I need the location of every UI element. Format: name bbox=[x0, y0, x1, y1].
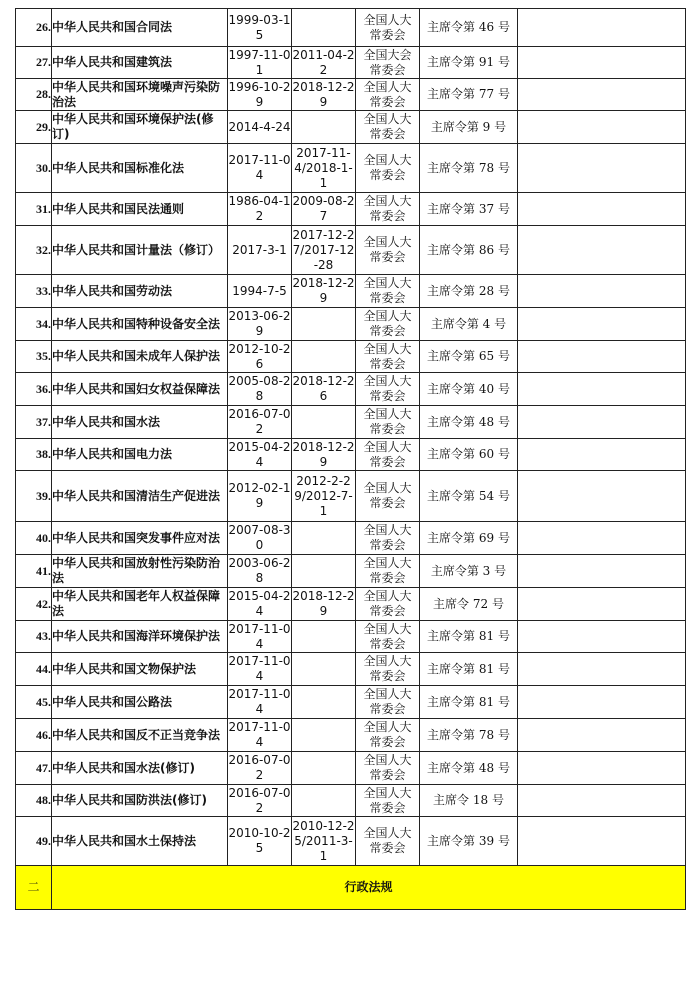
authority-line: 常委会 bbox=[369, 604, 406, 618]
law-name: 中华人民共和国水土保持法 bbox=[52, 817, 228, 866]
authority-line: 全国人大 bbox=[363, 341, 412, 356]
authority-line: 常委会 bbox=[369, 702, 406, 716]
effective-date bbox=[292, 406, 356, 439]
document-number: 主席令第 40 号 bbox=[420, 373, 518, 406]
issue-date: 2017-11-04 bbox=[228, 719, 292, 752]
effective-date bbox=[292, 522, 356, 555]
document-number: 主席令第 54 号 bbox=[420, 471, 518, 522]
row-number: 29. bbox=[16, 111, 52, 144]
law-name: 中华人民共和国民法通则 bbox=[52, 193, 228, 226]
document-number: 主席令第 69 号 bbox=[420, 522, 518, 555]
issuing-authority bbox=[356, 144, 420, 193]
issue-date: 2016-07-02 bbox=[228, 785, 291, 815]
table-row bbox=[16, 555, 686, 588]
remarks-cell bbox=[518, 144, 686, 193]
issue-date: 2016-07-02 bbox=[228, 406, 292, 439]
effective-date: 2011-04-22 bbox=[292, 47, 355, 77]
authority-line: 常委会 bbox=[369, 291, 406, 305]
authority-line: 全国人大 bbox=[363, 589, 412, 603]
authority-line: 全国人大 bbox=[363, 276, 412, 290]
row-number: 39. bbox=[16, 471, 52, 522]
issue-date: 2017-11-04 bbox=[228, 621, 291, 651]
law-name: 中华人民共和国反不正当竞争法 bbox=[52, 719, 228, 752]
row-number: 35. bbox=[16, 341, 52, 373]
authority-line: 全国人大 bbox=[363, 826, 412, 840]
table-row bbox=[16, 226, 686, 275]
law-name: 中华人民共和国公路法 bbox=[52, 686, 228, 719]
authority-line: 全国人大 bbox=[363, 654, 412, 668]
remarks-cell bbox=[518, 752, 686, 785]
table-row bbox=[16, 686, 686, 719]
remarks-cell bbox=[518, 373, 686, 406]
remarks-cell bbox=[518, 79, 686, 111]
issue-date: 2003-06-28 bbox=[228, 555, 292, 588]
table-row bbox=[16, 9, 686, 47]
row-number: 27. bbox=[16, 47, 52, 79]
table-row bbox=[16, 144, 686, 193]
effective-date bbox=[292, 785, 356, 817]
effective-date bbox=[292, 308, 356, 341]
row-number: 46. bbox=[16, 719, 52, 752]
authority-line: 常委会 bbox=[369, 538, 406, 552]
table-row bbox=[16, 373, 686, 406]
authority-line: 常委会 bbox=[369, 168, 406, 182]
law-name: 中华人民共和国老年人权益保障法 bbox=[52, 588, 228, 621]
document-number: 主席令第 48 号 bbox=[420, 752, 518, 785]
issuing-authority bbox=[356, 439, 420, 471]
remarks-cell bbox=[518, 111, 686, 144]
law-name: 中华人民共和国水法(修订) bbox=[52, 752, 228, 785]
remarks-cell bbox=[518, 406, 686, 439]
issuing-authority bbox=[356, 9, 420, 47]
table-row bbox=[16, 275, 686, 308]
document-number: 主席令第 81 号 bbox=[420, 653, 518, 686]
issuing-authority bbox=[356, 588, 420, 621]
document-number: 主席令第 81 号 bbox=[420, 686, 518, 719]
remarks-cell bbox=[518, 555, 686, 588]
authority-line: 常委会 bbox=[369, 250, 406, 264]
effective-date bbox=[292, 555, 356, 588]
table-row bbox=[16, 719, 686, 752]
table-row bbox=[16, 588, 686, 621]
authority-line: 常委会 bbox=[369, 209, 406, 223]
law-name: 中华人民共和国特种设备安全法 bbox=[52, 308, 228, 341]
document-number: 主席令第 65 号 bbox=[420, 341, 518, 373]
issuing-authority bbox=[356, 752, 420, 785]
document-number: 主席令 18 号 bbox=[420, 785, 518, 817]
authority-line: 全国人大 bbox=[363, 235, 412, 249]
table-row bbox=[16, 471, 686, 522]
authority-line: 常委会 bbox=[369, 496, 406, 510]
issuing-authority bbox=[356, 817, 420, 866]
document-number: 主席令第 77 号 bbox=[420, 79, 518, 111]
document-number: 主席令第 37 号 bbox=[420, 193, 518, 226]
authority-line: 常委会 bbox=[369, 454, 406, 469]
row-number: 43. bbox=[16, 621, 52, 653]
issue-date: 2015-04-24 bbox=[228, 439, 291, 469]
issuing-authority bbox=[356, 308, 420, 341]
effective-date bbox=[292, 653, 356, 686]
authority-line: 常委会 bbox=[369, 422, 406, 436]
document-number: 主席令第 91 号 bbox=[420, 47, 518, 79]
row-number: 44. bbox=[16, 653, 52, 686]
issue-date: 2016-07-02 bbox=[228, 752, 292, 785]
table-row bbox=[16, 522, 686, 555]
row-number: 33. bbox=[16, 275, 52, 308]
effective-date: 2018-12-29 bbox=[292, 439, 355, 469]
row-number: 31. bbox=[16, 193, 52, 226]
law-name: 中华人民共和国环境保护法(修订) bbox=[52, 111, 228, 144]
issue-date: 2012-10-26 bbox=[228, 341, 291, 371]
authority-line: 全国人大 bbox=[363, 720, 412, 734]
law-name: 中华人民共和国海洋环境保护法 bbox=[52, 621, 228, 653]
remarks-cell bbox=[518, 686, 686, 719]
issue-date: 2005-08-28 bbox=[228, 373, 292, 406]
issue-date: 2017-11-04 bbox=[228, 653, 292, 686]
law-name: 中华人民共和国合同法 bbox=[52, 9, 228, 47]
authority-line: 全国人大 bbox=[363, 621, 412, 636]
effective-date bbox=[292, 752, 356, 785]
authority-line: 全国人大 bbox=[363, 523, 412, 537]
authority-line: 常委会 bbox=[369, 324, 406, 338]
document-number: 主席令第 9 号 bbox=[420, 111, 518, 144]
law-name: 中华人民共和国标准化法 bbox=[52, 144, 228, 193]
table-row bbox=[16, 406, 686, 439]
remarks-cell bbox=[518, 226, 686, 275]
table-body bbox=[16, 9, 686, 910]
effective-date bbox=[292, 9, 356, 47]
effective-date: 2009-08-27 bbox=[292, 193, 356, 226]
issuing-authority bbox=[356, 719, 420, 752]
authority-line: 全国人大 bbox=[363, 12, 412, 27]
effective-date: 2018-12-29 bbox=[292, 588, 356, 621]
section-title: 行政法规 bbox=[52, 866, 686, 910]
authority-line: 常委会 bbox=[369, 669, 406, 683]
issue-date: 2007-08-30 bbox=[228, 522, 292, 555]
issuing-authority bbox=[356, 226, 420, 275]
issue-date: 2017-11-04 bbox=[228, 686, 292, 719]
row-number: 28. bbox=[16, 79, 52, 111]
document-number: 主席令第 46 号 bbox=[420, 9, 518, 47]
issuing-authority bbox=[356, 522, 420, 555]
remarks-cell bbox=[518, 653, 686, 686]
issue-date: 2017-11-04 bbox=[228, 144, 292, 193]
law-name: 中华人民共和国突发事件应对法 bbox=[52, 522, 228, 555]
table-row bbox=[16, 47, 686, 79]
issue-date: 2013-06-29 bbox=[228, 308, 292, 341]
table-row bbox=[16, 341, 686, 373]
row-number: 40. bbox=[16, 522, 52, 555]
document-number: 主席令第 60 号 bbox=[420, 439, 518, 471]
section-header-row bbox=[16, 866, 686, 910]
authority-line: 全国人大 bbox=[363, 481, 412, 495]
document-number: 主席令第 48 号 bbox=[420, 406, 518, 439]
issuing-authority bbox=[356, 471, 420, 522]
authority-line: 常委会 bbox=[369, 389, 406, 403]
issuing-authority bbox=[356, 406, 420, 439]
document-number: 主席令第 78 号 bbox=[420, 144, 518, 193]
table-row bbox=[16, 653, 686, 686]
issuing-authority bbox=[356, 686, 420, 719]
document-number: 主席令第 81 号 bbox=[420, 621, 518, 653]
table-row bbox=[16, 785, 686, 817]
document-number: 主席令第 3 号 bbox=[420, 555, 518, 588]
row-number: 36. bbox=[16, 373, 52, 406]
effective-date bbox=[292, 621, 356, 653]
issue-date: 1999-03-15 bbox=[228, 9, 292, 47]
issuing-authority bbox=[356, 653, 420, 686]
document-number: 主席令第 28 号 bbox=[420, 275, 518, 308]
authority-line: 全国人大 bbox=[363, 439, 412, 454]
remarks-cell bbox=[518, 817, 686, 866]
issuing-authority bbox=[356, 341, 420, 373]
issue-date: 2012-02-19 bbox=[228, 471, 292, 522]
remarks-cell bbox=[518, 341, 686, 373]
authority-line: 常委会 bbox=[369, 94, 406, 109]
law-name: 中华人民共和国计量法（修订） bbox=[52, 226, 228, 275]
remarks-cell bbox=[518, 439, 686, 471]
authority-line: 全国大会 bbox=[363, 47, 412, 62]
issuing-authority bbox=[356, 47, 420, 79]
authority-line: 常委会 bbox=[369, 735, 406, 749]
row-number: 42. bbox=[16, 588, 52, 621]
section-number: 二 bbox=[16, 866, 52, 910]
row-number: 38. bbox=[16, 439, 52, 471]
document-number: 主席令 72 号 bbox=[420, 588, 518, 621]
law-name: 中华人民共和国防洪法(修订) bbox=[52, 785, 228, 817]
authority-line: 全国人大 bbox=[363, 112, 412, 126]
law-name: 中华人民共和国建筑法 bbox=[52, 47, 228, 79]
document-number: 主席令第 78 号 bbox=[420, 719, 518, 752]
authority-line: 全国人大 bbox=[363, 79, 412, 94]
authority-line: 常委会 bbox=[369, 636, 406, 651]
row-number: 32. bbox=[16, 226, 52, 275]
issuing-authority bbox=[356, 373, 420, 406]
effective-date bbox=[292, 111, 356, 144]
table-row bbox=[16, 439, 686, 471]
authority-line: 常委会 bbox=[369, 768, 406, 782]
table-row bbox=[16, 621, 686, 653]
table-row bbox=[16, 193, 686, 226]
row-number: 26. bbox=[16, 9, 52, 47]
authority-line: 全国人大 bbox=[363, 407, 412, 421]
remarks-cell bbox=[518, 471, 686, 522]
issue-date: 1996-10-29 bbox=[228, 79, 291, 109]
law-name: 中华人民共和国清洁生产促进法 bbox=[52, 471, 228, 522]
law-name: 中华人民共和国放射性污染防治法 bbox=[52, 555, 228, 588]
table-row bbox=[16, 79, 686, 111]
row-number: 41. bbox=[16, 555, 52, 588]
authority-line: 常委会 bbox=[369, 62, 406, 77]
remarks-cell bbox=[518, 785, 686, 817]
authority-line: 全国人大 bbox=[363, 556, 412, 570]
remarks-cell bbox=[518, 621, 686, 653]
issue-date: 2014-4-24 bbox=[228, 111, 292, 144]
law-name: 中华人民共和国电力法 bbox=[52, 439, 228, 471]
law-name: 中华人民共和国未成年人保护法 bbox=[52, 341, 228, 373]
row-number: 45. bbox=[16, 686, 52, 719]
effective-date: 2018-12-29 bbox=[292, 79, 355, 109]
law-name: 中华人民共和国环境噪声污染防治法 bbox=[52, 79, 228, 111]
authority-line: 常委会 bbox=[369, 356, 406, 371]
issue-date: 2015-04-24 bbox=[228, 588, 292, 621]
row-number: 30. bbox=[16, 144, 52, 193]
authority-line: 全国人大 bbox=[363, 687, 412, 701]
issue-date: 2010-10-25 bbox=[228, 817, 292, 866]
remarks-cell bbox=[518, 308, 686, 341]
authority-line: 常委会 bbox=[369, 800, 406, 815]
document-number: 主席令第 39 号 bbox=[420, 817, 518, 866]
authority-line: 全国人大 bbox=[363, 153, 412, 167]
effective-date bbox=[292, 719, 356, 752]
table-row bbox=[16, 111, 686, 144]
authority-line: 常委会 bbox=[369, 571, 406, 585]
authority-line: 全国人大 bbox=[363, 374, 412, 388]
remarks-cell bbox=[518, 588, 686, 621]
row-number: 48. bbox=[16, 785, 52, 817]
issuing-authority bbox=[356, 785, 420, 817]
issuing-authority bbox=[356, 111, 420, 144]
row-number: 37. bbox=[16, 406, 52, 439]
issuing-authority bbox=[356, 275, 420, 308]
table-row bbox=[16, 308, 686, 341]
effective-date bbox=[292, 341, 356, 373]
issue-date: 2017-3-1 bbox=[228, 226, 292, 275]
issue-date: 1997-11-01 bbox=[228, 47, 291, 77]
issue-date: 1994-7-5 bbox=[228, 275, 292, 308]
issuing-authority bbox=[356, 555, 420, 588]
issuing-authority bbox=[356, 193, 420, 226]
authority-line: 常委会 bbox=[369, 27, 406, 42]
table-row bbox=[16, 817, 686, 866]
document-number: 主席令第 86 号 bbox=[420, 226, 518, 275]
row-number: 47. bbox=[16, 752, 52, 785]
remarks-cell bbox=[518, 719, 686, 752]
law-name: 中华人民共和国水法 bbox=[52, 406, 228, 439]
remarks-cell bbox=[518, 9, 686, 47]
document-number: 主席令第 4 号 bbox=[420, 308, 518, 341]
remarks-cell bbox=[518, 193, 686, 226]
law-name: 中华人民共和国文物保护法 bbox=[52, 653, 228, 686]
authority-line: 全国人大 bbox=[363, 753, 412, 767]
remarks-cell bbox=[518, 522, 686, 555]
issuing-authority bbox=[356, 79, 420, 111]
effective-date: 2018-12-26 bbox=[292, 373, 356, 406]
row-number: 49. bbox=[16, 817, 52, 866]
authority-line: 全国人大 bbox=[363, 309, 412, 323]
row-number: 34. bbox=[16, 308, 52, 341]
effective-date: 2017-11-4/2018-1-1 bbox=[292, 144, 356, 193]
authority-line: 常委会 bbox=[369, 127, 406, 141]
authority-line: 全国人大 bbox=[363, 194, 412, 208]
regulation-table bbox=[15, 8, 686, 910]
authority-line: 全国人大 bbox=[363, 785, 412, 800]
effective-date: 2010-12-25/2011-3-1 bbox=[292, 817, 356, 866]
effective-date: 2018-12-29 bbox=[292, 275, 356, 308]
effective-date: 2012-2-29/2012-7-1 bbox=[292, 471, 356, 522]
table-row bbox=[16, 752, 686, 785]
issuing-authority bbox=[356, 621, 420, 653]
issue-date: 1986-04-12 bbox=[228, 193, 292, 226]
effective-date: 2017-12-27/2017-12-28 bbox=[292, 226, 356, 275]
effective-date bbox=[292, 686, 356, 719]
authority-line: 常委会 bbox=[369, 841, 406, 855]
law-name: 中华人民共和国妇女权益保障法 bbox=[52, 373, 228, 406]
remarks-cell bbox=[518, 47, 686, 79]
remarks-cell bbox=[518, 275, 686, 308]
law-name: 中华人民共和国劳动法 bbox=[52, 275, 228, 308]
